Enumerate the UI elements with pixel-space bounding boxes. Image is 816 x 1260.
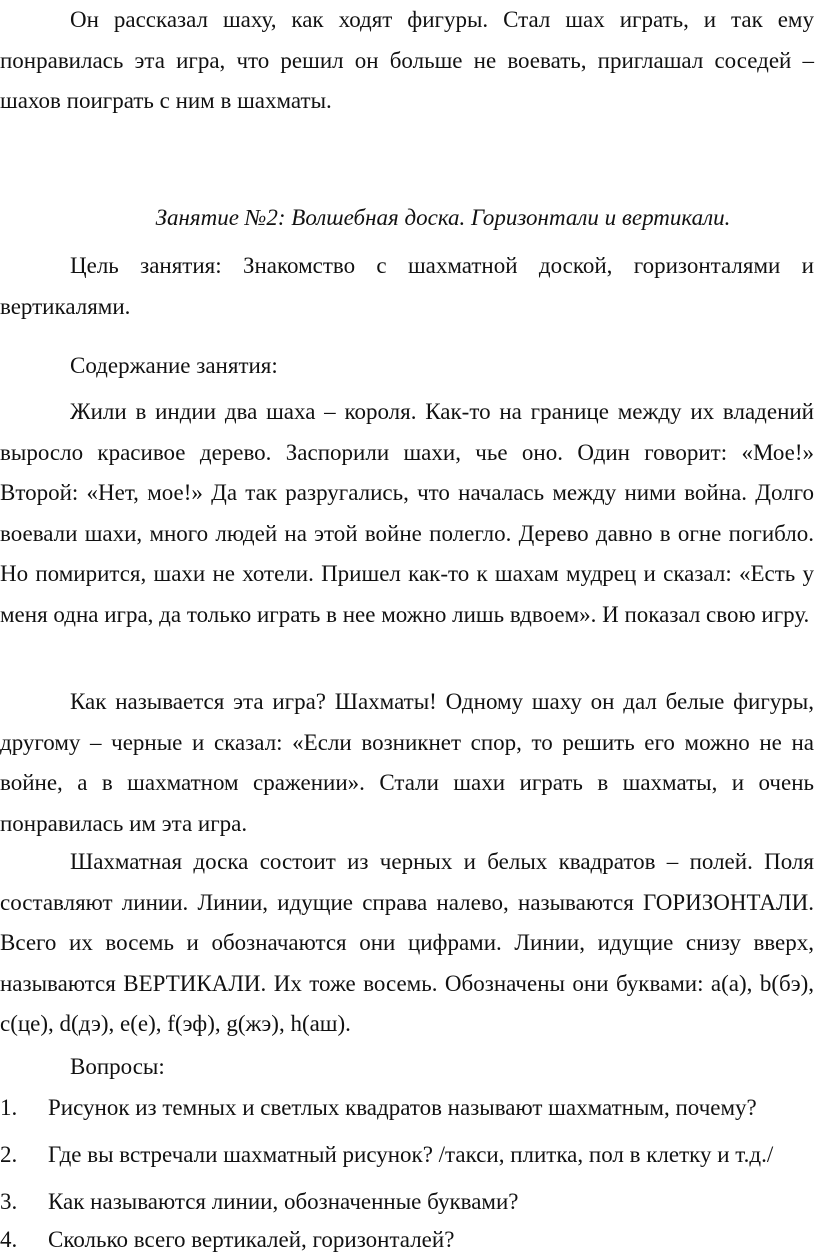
- game-paragraph: Как называется эта игра? Шахматы! Одному шаху он дал белые фигуры, другому – черные и сказал: «Если возникнет спор, то решить его можно не на войне, а в шахматном сражении». Стали шахи играть в шахматы, и очень понравилась им эта игра.: [0, 689, 814, 836]
- question-number: 1.: [0, 1095, 18, 1120]
- question-text: Рисунок из темных и светлых квадратов называют шахматным, почему?: [48, 1095, 757, 1120]
- question-item: [0, 1088, 816, 1128]
- board-paragraph: Шахматная доска состоит из черных и белых квадратов – полей. Поля составляют линии. Линии, идущие справа налево, называются ГОРИЗОНТАЛИ. Всего их восемь и обозначаются они цифрами. Линии, идущие снизу вверх, называются ВЕРТИКАЛИ. Их тоже восемь. Обозначены они буквами: a(а), b(бэ), c(це), d(дэ), e(е), f(эф), g(жэ), h(аш).: [0, 849, 814, 1036]
- question-number: 3.: [0, 1189, 18, 1214]
- lesson-goal: Цель занятия: Знакомство с шахматной доской, горизонталями и вертикалями.: [0, 253, 814, 319]
- question-item: [0, 1182, 816, 1222]
- questions-label: Вопросы:: [70, 1054, 165, 1079]
- intro-paragraph: Он рассказал шаху, как ходят фигуры. Стал шах играть, и так ему понравилась эта игра, что решил он больше не воевать, приглашал соседей – шахов поиграть с ним в шахматы.: [0, 7, 814, 113]
- question-item: [0, 1135, 816, 1175]
- question-text: Где вы встречали шахматный рисунок? /такси, плитка, пол в клетку и т.д./: [48, 1142, 774, 1167]
- question-number: 4.: [0, 1227, 18, 1252]
- content-label: Содержание занятия:: [70, 353, 278, 378]
- question-item: [0, 1220, 816, 1260]
- lesson-title: Занятие №2: Волшебная доска. Горизонтали и вертикали.: [155, 205, 731, 230]
- story-paragraph: Жили в индии два шаха – короля. Как-то на границе между их владений выросло красивое дерево. Заспорили шахи, чье оно. Один говорит: «Мое!» Второй: «Нет, мое!» Да так разругались, что началась между ними война. Долго воевали шахи, много людей на этой войне полегло. Дерево давно в огне погибло. Но помирится, шахи не хотели. Пришел как-то к шахам мудрец и сказал: «Есть у меня одна игра, да только играть в нее можно лишь вдвоем». И показал свою игру.: [0, 399, 814, 627]
- question-text: Как называются линии, обозначенные буквами?: [48, 1189, 519, 1214]
- question-number: 2.: [0, 1142, 18, 1167]
- question-text: Сколько всего вертикалей, горизонталей?: [48, 1227, 455, 1252]
